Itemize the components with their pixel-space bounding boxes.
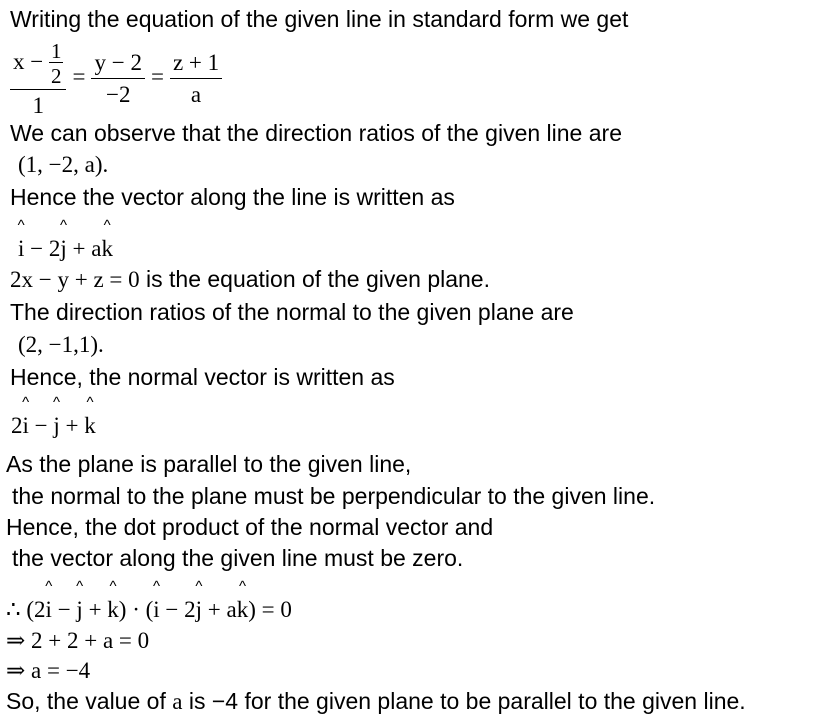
i-hat: ^ i	[23, 414, 29, 437]
y-fraction	[91, 51, 144, 106]
plane-equation-line	[10, 268, 490, 291]
plane-equation: 2x − y + z = 0	[10, 267, 140, 292]
i-hat: ^ i	[18, 237, 24, 260]
direction-ratios-text: We can observe that the direction ratios of the given line are	[10, 120, 622, 146]
z-numerator: z + 1	[170, 51, 222, 78]
equals-sign: =	[150, 64, 164, 90]
i-hat: ^ i	[153, 598, 159, 621]
dot-product-text: Hence, the dot product of the normal vector and	[6, 514, 494, 540]
normal-ratios-value: (2, −1,1).	[18, 332, 104, 357]
k-hat: ^ k	[107, 598, 119, 621]
eq-part: ∴ (2	[6, 597, 46, 622]
j-hat: ^ j	[196, 598, 202, 621]
half-numerator: 1	[50, 39, 62, 63]
operator: + a	[66, 236, 102, 261]
i-hat: ^ i	[46, 598, 52, 621]
eq-part: ) = 0	[248, 597, 292, 622]
j-hat: ^ j	[53, 414, 59, 437]
z-denominator: a	[190, 81, 202, 107]
conclusion-variable: a	[172, 689, 183, 714]
line-vector-text: Hence the vector along the line is written as	[10, 184, 455, 210]
half-denominator: 2	[50, 64, 62, 89]
x-numerator: x −	[13, 48, 44, 74]
parallel-text: As the plane is parallel to the given line,	[6, 451, 412, 477]
j-hat: ^ j	[60, 237, 66, 260]
j-hat: ^ j	[76, 598, 82, 621]
eq-part: −	[51, 597, 77, 622]
operator: − 2	[24, 236, 61, 261]
operator: +	[59, 413, 85, 438]
k-hat: ^ k	[237, 598, 249, 621]
operator: −	[28, 413, 54, 438]
conclusion-text-end: is −4 for the given plane to be parallel to the given line.	[182, 688, 746, 714]
perpendicular-text: the normal to the plane must be perpendicular to the given line.	[12, 483, 656, 509]
z-fraction	[170, 51, 222, 106]
eq-part: + a	[202, 597, 237, 622]
line-equation	[10, 40, 222, 118]
intro-text: Writing the equation of the given line in standard form we get	[10, 6, 629, 32]
normal-vector	[11, 414, 96, 437]
equals-sign: =	[72, 64, 86, 90]
zero-text: the vector along the given line must be zero.	[12, 545, 464, 571]
y-denominator: −2	[105, 81, 131, 107]
normal-ratios-text: The direction ratios of the normal to the given plane are	[10, 299, 574, 325]
eq-part: − 2	[159, 597, 196, 622]
coefficient: 2	[11, 413, 23, 438]
plane-equation-text: is the equation of the given plane.	[139, 266, 490, 292]
conclusion-text: So, the value of	[6, 688, 173, 714]
result-equation: ⇒ a = −4	[6, 658, 91, 683]
conclusion-line	[6, 690, 746, 713]
k-hat: ^ k	[84, 414, 96, 437]
x-fraction	[10, 40, 66, 118]
line-vector	[18, 237, 113, 260]
direction-ratios-value: (1, −2, a).	[18, 152, 109, 177]
eq-part: ) · (	[118, 597, 154, 622]
x-denominator: 1	[32, 93, 44, 119]
eq-part: +	[82, 597, 108, 622]
half-fraction	[49, 40, 64, 87]
y-numerator: y − 2	[91, 51, 144, 78]
sum-equation: ⇒ 2 + 2 + a = 0	[6, 628, 150, 653]
k-hat: ^ k	[101, 237, 113, 260]
normal-vector-text: Hence, the normal vector is written as	[10, 364, 395, 390]
dot-product-equation	[6, 598, 292, 621]
